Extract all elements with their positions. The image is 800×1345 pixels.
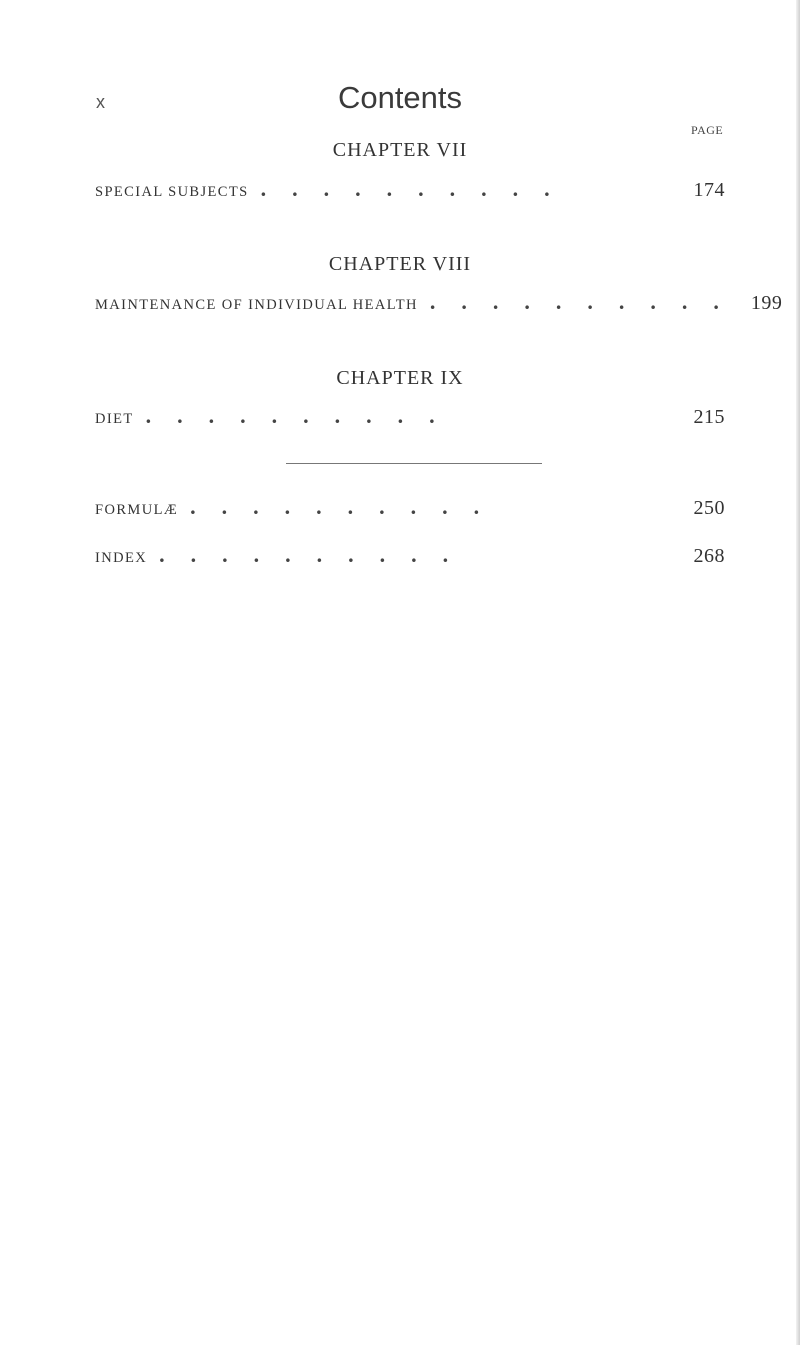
toc-entry-maintenance	[95, 289, 783, 319]
page-title: Contents	[337, 80, 463, 115]
toc-entry-formulae	[95, 496, 725, 524]
toc-page-number: 268	[693, 545, 725, 567]
toc-page-number: 174	[693, 179, 725, 201]
dot-leader: ..........	[159, 542, 475, 567]
chapter-heading-viii: CHAPTER VIII	[328, 253, 472, 275]
toc-entry-index	[95, 544, 725, 572]
toc-entry-title: FORMULÆ	[95, 502, 179, 518]
toc-page-number: 199	[750, 292, 783, 314]
toc-entry-title: DIET	[95, 411, 134, 427]
toc-page-number: 215	[693, 406, 725, 428]
section-divider	[286, 463, 542, 464]
dot-leader: ..........	[260, 176, 576, 201]
page-folio: x	[96, 92, 105, 112]
dot-leader: ..........	[190, 494, 506, 519]
toc-entry-title: MAINTENANCE OF INDIVIDUAL HEALTH	[95, 297, 418, 313]
toc-entry-title: INDEX	[95, 550, 148, 566]
dot-leader: ..........	[429, 289, 745, 314]
chapter-heading-vii: CHAPTER VII	[332, 139, 468, 161]
page-column-label: PAGE	[691, 123, 724, 137]
dot-leader: ..........	[145, 403, 461, 428]
toc-entry-special-subjects	[95, 178, 725, 206]
toc-entry-title: SPECIAL SUBJECTS	[95, 184, 249, 200]
toc-entry-diet	[95, 405, 725, 433]
toc-page-number: 250	[693, 497, 725, 519]
page-edge	[796, 0, 800, 1345]
chapter-heading-ix: CHAPTER IX	[336, 367, 464, 389]
